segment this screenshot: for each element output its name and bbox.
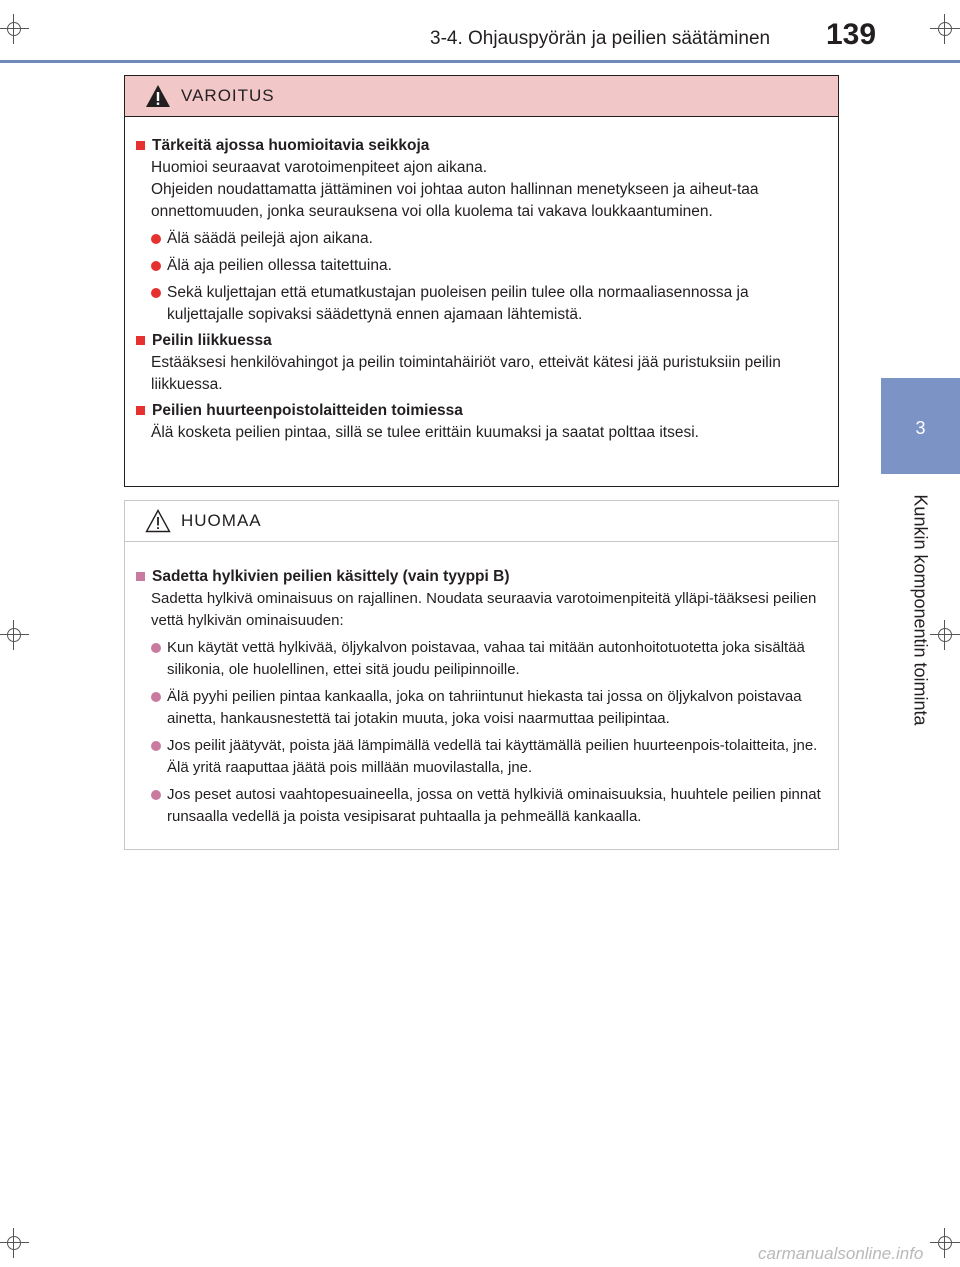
- notice-box: [124, 500, 839, 850]
- notice-label: HUOMAA: [181, 511, 262, 530]
- round-bullet-icon: [151, 234, 161, 244]
- header-rule: [0, 60, 960, 63]
- section-heading: Peilin liikkuessa: [135, 330, 828, 352]
- list-item: Jos peset autosi vaahtopesuaineella, jossa on vettä hylkiviä ominaisuuksia, huuhtele peilien pinnat runsaalla vedellä ja poista vesipisarat puhtaalla ja pehmeällä kankaalla.: [151, 784, 828, 828]
- crop-mark-bottom-right: [930, 1228, 960, 1258]
- warning-box: [124, 75, 839, 487]
- square-bullet-icon: [136, 572, 145, 581]
- square-bullet-icon: [136, 336, 145, 345]
- paragraph: Älä kosketa peilien pintaa, sillä se tulee erittäin kuumaksi ja saatat polttaa itsesi.: [151, 424, 699, 441]
- crop-mark-top-right: [930, 14, 960, 44]
- warning-label: VAROITUS: [181, 86, 275, 105]
- warning-header: [125, 76, 838, 117]
- section-heading: Peilien huurteenpoistolaitteiden toimiessa: [135, 400, 828, 422]
- square-bullet-icon: [136, 406, 145, 415]
- chapter-title: Kunkin komponentin toiminta: [910, 494, 931, 726]
- section-title: 3-4. Ohjauspyörän ja peilien säätäminen: [430, 28, 771, 49]
- warning-triangle-icon: [145, 84, 171, 108]
- list-item: Älä säädä peilejä ajon aikana.: [151, 228, 828, 250]
- square-bullet-icon: [136, 141, 145, 150]
- crop-mark-mid-left: [0, 620, 29, 650]
- notice-content: [125, 542, 838, 828]
- round-bullet-icon: [151, 741, 161, 751]
- paragraph: Huomioi seuraavat varotoimenpiteet ajon aikana.: [151, 159, 488, 176]
- crop-mark-mid-right: [930, 620, 960, 650]
- chapter-tab: [881, 378, 960, 474]
- round-bullet-icon: [151, 692, 161, 702]
- list-item: Sekä kuljettajan että etumatkustajan puoleisen peilin tulee olla normaaliasennossa ja kuljettajalle sopivaksi säädettynä ennen ajamaan lähtemistä.: [151, 282, 828, 326]
- list-item: Jos peilit jäätyvät, poista jää lämpimällä vedellä tai käyttämällä peilien huurteenpois-tolaitteita, jne. Älä yritä raaputtaa jäätä pois millään muovilastalla, jne.: [151, 735, 828, 779]
- page-number: 139: [826, 18, 877, 51]
- round-bullet-icon: [151, 643, 161, 653]
- list-item: Kun käytät vettä hylkivää, öljykalvon poistavaa, vahaa tai mitään autonhoitotuotetta joka sisältää silikonia, ole huolellinen, ettei sitä joudu peilipinnoille.: [151, 637, 828, 681]
- notice-header: [125, 501, 838, 542]
- round-bullet-icon: [151, 261, 161, 271]
- paragraph: Ohjeiden noudattamatta jättäminen voi johtaa auton hallinnan menetykseen ja aiheut-taa onnettomuuden, jonka seurauksena voi olla kuolema tai vakava loukkaantuminen.: [151, 181, 759, 220]
- paragraph: Sadetta hylkivä ominaisuus on rajallinen. Noudata seuraavia varotoimenpiteitä ylläpi-tääksesi peilien vettä hylkivän ominaisuuden:: [151, 590, 817, 629]
- section-heading: Tärkeitä ajossa huomioitavia seikkoja: [135, 135, 828, 157]
- list-item: Älä aja peilien ollessa taitettuina.: [151, 255, 828, 277]
- round-bullet-icon: [151, 790, 161, 800]
- caution-triangle-icon: [145, 509, 171, 533]
- crop-mark-top-left: [0, 14, 29, 44]
- paragraph: Estääksesi henkilövahingot ja peilin toimintahäiriöt varo, etteivät kätesi jää puristuksiin peilin liikkuessa.: [151, 354, 781, 393]
- watermark: carmanualsonline.info: [758, 1244, 924, 1263]
- section-heading: Sadetta hylkivien peilien käsittely (vain tyyppi B): [135, 566, 828, 588]
- chapter-number: 3: [915, 418, 926, 438]
- list-item: Älä pyyhi peilien pintaa kankaalla, joka on tahriintunut hiekasta tai jossa on öljykalvon poistavaa ainetta, hankausnestettä tai jotakin muuta, joka voisi naarmuttaa peilipintaa.: [151, 686, 828, 730]
- round-bullet-icon: [151, 288, 161, 298]
- crop-mark-bottom-left: [0, 1228, 29, 1258]
- warning-content: [125, 117, 838, 444]
